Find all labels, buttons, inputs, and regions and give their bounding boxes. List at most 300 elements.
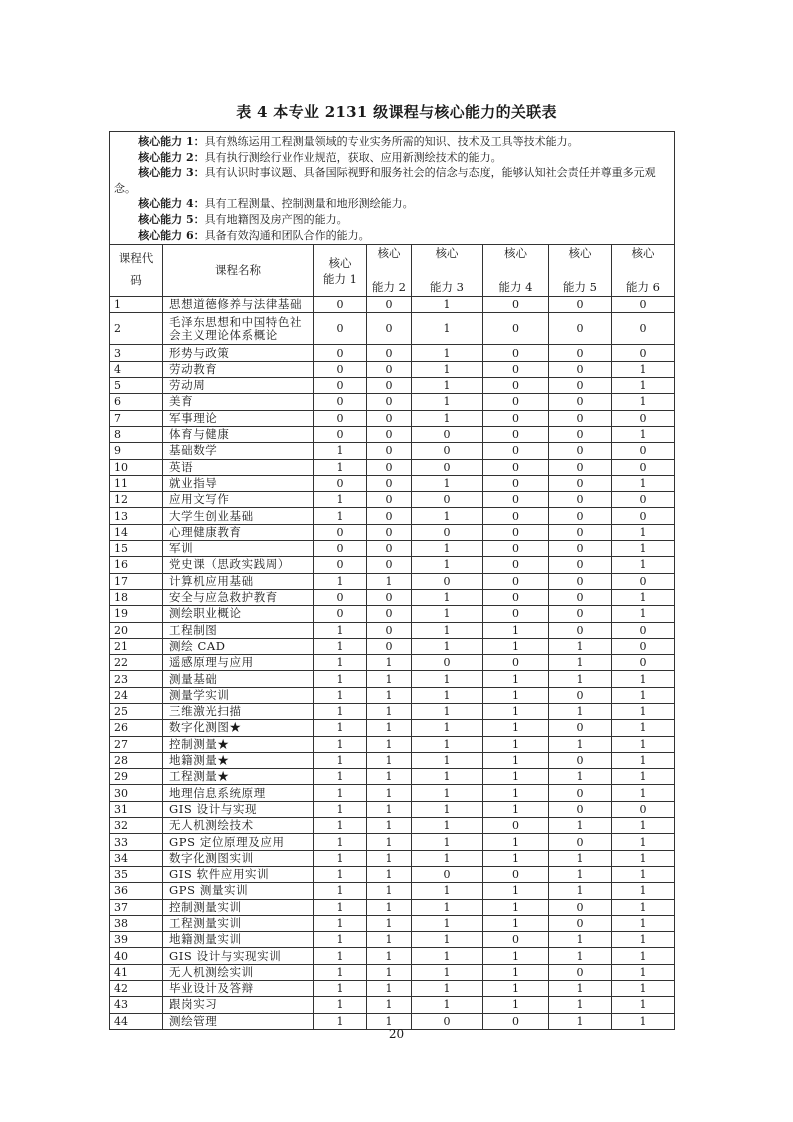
- capability-1-cell: 0: [314, 361, 367, 377]
- capability-3-cell: 1: [412, 378, 483, 394]
- table-row: [110, 883, 675, 899]
- capability-3-cell: 1: [412, 345, 483, 361]
- course-name-cell: 基础数学: [163, 443, 314, 459]
- course-name-cell: GIS 设计与实现实训: [163, 948, 314, 964]
- table-row: [110, 378, 675, 394]
- table-row: [110, 785, 675, 801]
- table-row: [110, 655, 675, 671]
- capability-3-cell: 0: [412, 573, 483, 589]
- header-capability-3: 核心 能力 3: [412, 245, 483, 297]
- capability-1-cell: 0: [314, 606, 367, 622]
- capability-6-cell: 0: [612, 573, 675, 589]
- course-code-cell: 25: [110, 703, 163, 719]
- capability-5-cell: 0: [549, 687, 612, 703]
- capability-3-cell: 1: [412, 736, 483, 752]
- capability-6-cell: 1: [612, 752, 675, 768]
- course-code-cell: 34: [110, 850, 163, 866]
- capability-1-cell: 0: [314, 297, 367, 313]
- capability-2-cell: 1: [367, 932, 412, 948]
- capability-5-cell: 0: [549, 313, 612, 345]
- capability-4-cell: 1: [483, 752, 549, 768]
- capability-3-cell: 0: [412, 1013, 483, 1029]
- course-code-cell: 36: [110, 883, 163, 899]
- course-code-cell: 18: [110, 589, 163, 605]
- capability-6-cell: 0: [612, 622, 675, 638]
- capability-4-cell: 1: [483, 687, 549, 703]
- course-code-cell: 31: [110, 801, 163, 817]
- capability-2-cell: 1: [367, 687, 412, 703]
- capability-1-cell: 1: [314, 687, 367, 703]
- course-name-cell: 无人机测绘技术: [163, 818, 314, 834]
- capability-6-cell: 0: [612, 508, 675, 524]
- capability-1-cell: 1: [314, 622, 367, 638]
- capability-4-cell: 1: [483, 801, 549, 817]
- capability-3-cell: 1: [412, 981, 483, 997]
- course-code-cell: 41: [110, 964, 163, 980]
- capability-2-cell: 0: [367, 410, 412, 426]
- capability-3-cell: 1: [412, 850, 483, 866]
- capability-2-cell: 1: [367, 573, 412, 589]
- table-row: [110, 801, 675, 817]
- capability-5-cell: 0: [549, 378, 612, 394]
- course-code-cell: 37: [110, 899, 163, 915]
- course-name-cell: 美育: [163, 394, 314, 410]
- capability-1-cell: 1: [314, 818, 367, 834]
- capability-5-cell: 1: [549, 818, 612, 834]
- capability-6-cell: 0: [612, 638, 675, 654]
- course-competency-table-container: [109, 131, 674, 1030]
- capability-5-cell: 1: [549, 883, 612, 899]
- capability-3-cell: 1: [412, 769, 483, 785]
- capability-2-cell: 1: [367, 769, 412, 785]
- capability-4-cell: 0: [483, 932, 549, 948]
- capability-2-cell: 1: [367, 899, 412, 915]
- capability-5-cell: 0: [549, 557, 612, 573]
- capability-3-cell: 1: [412, 313, 483, 345]
- capability-5-cell: 1: [549, 850, 612, 866]
- capability-1-cell: 1: [314, 752, 367, 768]
- course-name-cell: GIS 软件应用实训: [163, 866, 314, 882]
- capability-2-cell: 1: [367, 915, 412, 931]
- capability-4-cell: 0: [483, 573, 549, 589]
- capability-6-cell: 1: [612, 818, 675, 834]
- capability-1-cell: 1: [314, 736, 367, 752]
- capability-1-cell: 0: [314, 475, 367, 491]
- capability-6-cell: 1: [612, 524, 675, 540]
- capability-4-cell: 1: [483, 981, 549, 997]
- capability-3-cell: 1: [412, 703, 483, 719]
- capability-5-cell: 1: [549, 866, 612, 882]
- capability-2-cell: 0: [367, 443, 412, 459]
- capability-3-cell: 1: [412, 834, 483, 850]
- capability-5-cell: 1: [549, 703, 612, 719]
- competency-2: 核心能力 2：具有执行测绘行业作业规范，获取、应用新测绘技术的能力。: [138, 150, 502, 164]
- table-row: [110, 964, 675, 980]
- capability-1-cell: 1: [314, 769, 367, 785]
- course-code-cell: 43: [110, 997, 163, 1013]
- table-row: [110, 997, 675, 1013]
- table-row: [110, 622, 675, 638]
- course-name-cell: 控制测量★: [163, 736, 314, 752]
- capability-2-cell: 0: [367, 589, 412, 605]
- capability-2-cell: 1: [367, 1013, 412, 1029]
- capability-4-cell: 0: [483, 524, 549, 540]
- course-code-cell: 4: [110, 361, 163, 377]
- capability-4-cell: 0: [483, 297, 549, 313]
- capability-1-cell: 1: [314, 1013, 367, 1029]
- course-code-cell: 13: [110, 508, 163, 524]
- course-competency-table: [109, 131, 675, 1030]
- capability-1-cell: 1: [314, 443, 367, 459]
- capability-2-cell: 1: [367, 671, 412, 687]
- table-row: [110, 443, 675, 459]
- capability-6-cell: 1: [612, 866, 675, 882]
- capability-1-cell: 1: [314, 883, 367, 899]
- course-name-cell: GPS 测量实训: [163, 883, 314, 899]
- page-number: 20: [388, 1027, 405, 1041]
- capability-3-cell: 1: [412, 622, 483, 638]
- capability-6-cell: 1: [612, 883, 675, 899]
- course-code-cell: 21: [110, 638, 163, 654]
- capability-3-cell: 0: [412, 524, 483, 540]
- capability-1-cell: 0: [314, 410, 367, 426]
- course-code-cell: 19: [110, 606, 163, 622]
- capability-3-cell: 1: [412, 394, 483, 410]
- header-course-name: 课程名称: [163, 245, 314, 297]
- table-row: [110, 752, 675, 768]
- course-name-cell: 测量基础: [163, 671, 314, 687]
- capability-3-cell: 1: [412, 899, 483, 915]
- course-name-cell: GPS 定位原理及应用: [163, 834, 314, 850]
- course-code-cell: 5: [110, 378, 163, 394]
- table-row: [110, 703, 675, 719]
- course-code-cell: 29: [110, 769, 163, 785]
- capability-1-cell: 1: [314, 801, 367, 817]
- table-row: [110, 426, 675, 442]
- capability-1-cell: 1: [314, 948, 367, 964]
- header-capability-5: 核心 能力 5: [549, 245, 612, 297]
- header-capability-1: 核心 能力 1: [314, 245, 367, 297]
- table-row: [110, 459, 675, 475]
- capability-5-cell: 0: [549, 785, 612, 801]
- capability-5-cell: 1: [549, 997, 612, 1013]
- capability-3-cell: 1: [412, 541, 483, 557]
- capability-2-cell: 1: [367, 964, 412, 980]
- capability-3-cell: 0: [412, 443, 483, 459]
- capability-1-cell: 1: [314, 671, 367, 687]
- table-row: [110, 573, 675, 589]
- capability-3-cell: 1: [412, 589, 483, 605]
- capability-2-cell: 0: [367, 313, 412, 345]
- capability-2-cell: 0: [367, 508, 412, 524]
- course-code-cell: 9: [110, 443, 163, 459]
- capability-4-cell: 1: [483, 997, 549, 1013]
- capability-1-cell: 1: [314, 655, 367, 671]
- table-row: [110, 345, 675, 361]
- table-row: [110, 313, 675, 345]
- course-name-cell: 劳动教育: [163, 361, 314, 377]
- course-name-cell: 英语: [163, 459, 314, 475]
- table-row: [110, 932, 675, 948]
- capability-6-cell: 1: [612, 769, 675, 785]
- course-name-cell: GIS 设计与实现: [163, 801, 314, 817]
- capability-1-cell: 1: [314, 508, 367, 524]
- course-code-cell: 10: [110, 459, 163, 475]
- course-code-cell: 7: [110, 410, 163, 426]
- table-row: [110, 866, 675, 882]
- table-row: [110, 850, 675, 866]
- capability-6-cell: 1: [612, 589, 675, 605]
- capability-2-cell: 1: [367, 981, 412, 997]
- capability-6-cell: 1: [612, 785, 675, 801]
- table-row: [110, 297, 675, 313]
- capability-3-cell: 1: [412, 557, 483, 573]
- capability-3-cell: 1: [412, 785, 483, 801]
- capability-4-cell: 0: [483, 459, 549, 475]
- capability-2-cell: 1: [367, 850, 412, 866]
- capability-3-cell: 1: [412, 818, 483, 834]
- capability-5-cell: 0: [549, 410, 612, 426]
- capability-2-cell: 0: [367, 475, 412, 491]
- capability-4-cell: 1: [483, 850, 549, 866]
- table-row: [110, 638, 675, 654]
- course-name-cell: 地理信息系统原理: [163, 785, 314, 801]
- course-name-cell: 就业指导: [163, 475, 314, 491]
- capability-3-cell: 1: [412, 964, 483, 980]
- capability-2-cell: 1: [367, 736, 412, 752]
- capability-4-cell: 1: [483, 899, 549, 915]
- course-name-cell: 地籍测量实训: [163, 932, 314, 948]
- capability-4-cell: 1: [483, 720, 549, 736]
- course-code-cell: 6: [110, 394, 163, 410]
- capability-6-cell: 0: [612, 443, 675, 459]
- capability-5-cell: 0: [549, 589, 612, 605]
- course-name-cell: 工程测量★: [163, 769, 314, 785]
- capability-4-cell: 1: [483, 883, 549, 899]
- capability-6-cell: 1: [612, 850, 675, 866]
- capability-6-cell: 1: [612, 687, 675, 703]
- header-capability-6: 核心 能力 6: [612, 245, 675, 297]
- capability-3-cell: 0: [412, 492, 483, 508]
- capability-5-cell: 0: [549, 426, 612, 442]
- course-code-cell: 2: [110, 313, 163, 345]
- capability-2-cell: 0: [367, 638, 412, 654]
- capability-4-cell: 0: [483, 818, 549, 834]
- capability-5-cell: 0: [549, 361, 612, 377]
- table-row: [110, 524, 675, 540]
- capability-3-cell: 1: [412, 297, 483, 313]
- capability-3-cell: 1: [412, 361, 483, 377]
- table-row: [110, 557, 675, 573]
- course-code-cell: 30: [110, 785, 163, 801]
- capability-3-cell: 0: [412, 866, 483, 882]
- capability-5-cell: 0: [549, 622, 612, 638]
- capability-4-cell: 0: [483, 394, 549, 410]
- capability-5-cell: 0: [549, 915, 612, 931]
- course-code-cell: 44: [110, 1013, 163, 1029]
- table-row: [110, 671, 675, 687]
- capability-6-cell: 1: [612, 606, 675, 622]
- course-name-cell: 思想道德修养与法律基础: [163, 297, 314, 313]
- capability-5-cell: 0: [549, 297, 612, 313]
- capability-6-cell: 1: [612, 736, 675, 752]
- capability-3-cell: 1: [412, 606, 483, 622]
- course-code-cell: 16: [110, 557, 163, 573]
- competency-6: 核心能力 6：具备有效沟通和团队合作的能力。: [138, 228, 370, 242]
- capability-4-cell: 1: [483, 736, 549, 752]
- capability-5-cell: 1: [549, 671, 612, 687]
- capability-5-cell: 1: [549, 1013, 612, 1029]
- course-name-cell: 毕业设计及答辩: [163, 981, 314, 997]
- capability-5-cell: 0: [549, 606, 612, 622]
- capability-3-cell: 1: [412, 997, 483, 1013]
- capability-5-cell: 1: [549, 655, 612, 671]
- capability-3-cell: 1: [412, 932, 483, 948]
- course-name-cell: 数字化测图实训: [163, 850, 314, 866]
- course-code-cell: 42: [110, 981, 163, 997]
- capability-3-cell: 1: [412, 671, 483, 687]
- capability-6-cell: 0: [612, 313, 675, 345]
- capability-5-cell: 0: [549, 394, 612, 410]
- table-row: [110, 410, 675, 426]
- capability-2-cell: 1: [367, 948, 412, 964]
- capability-5-cell: 1: [549, 736, 612, 752]
- capability-5-cell: 0: [549, 720, 612, 736]
- course-name-cell: 测量学实训: [163, 687, 314, 703]
- capability-1-cell: 1: [314, 834, 367, 850]
- capability-3-cell: 1: [412, 883, 483, 899]
- capability-4-cell: 1: [483, 671, 549, 687]
- capability-2-cell: 0: [367, 541, 412, 557]
- course-name-cell: 心理健康教育: [163, 524, 314, 540]
- capability-2-cell: 0: [367, 345, 412, 361]
- table-row: [110, 589, 675, 605]
- capability-6-cell: 1: [612, 964, 675, 980]
- capability-2-cell: 0: [367, 394, 412, 410]
- capability-5-cell: 0: [549, 801, 612, 817]
- competency-descriptions: [110, 132, 675, 245]
- capability-2-cell: 1: [367, 720, 412, 736]
- capability-6-cell: 1: [612, 703, 675, 719]
- header-capability-2: 核心 能力 2: [367, 245, 412, 297]
- capability-4-cell: 0: [483, 345, 549, 361]
- capability-5-cell: 1: [549, 948, 612, 964]
- table-row: [110, 769, 675, 785]
- capability-4-cell: 0: [483, 410, 549, 426]
- course-name-cell: 应用文写作: [163, 492, 314, 508]
- capability-4-cell: 0: [483, 475, 549, 491]
- capability-2-cell: 0: [367, 557, 412, 573]
- capability-6-cell: 1: [612, 1013, 675, 1029]
- capability-4-cell: 0: [483, 313, 549, 345]
- competency-1: 核心能力 1：具有熟练运用工程测量领域的专业实务所需的知识、技术及工具等技术能力。: [138, 135, 579, 148]
- capability-6-cell: 1: [612, 671, 675, 687]
- table-row: [110, 834, 675, 850]
- course-code-cell: 40: [110, 948, 163, 964]
- table-header-row: [110, 245, 675, 297]
- capability-5-cell: 0: [549, 459, 612, 475]
- capability-4-cell: 0: [483, 589, 549, 605]
- capability-1-cell: 1: [314, 915, 367, 931]
- course-name-cell: 工程测量实训: [163, 915, 314, 931]
- course-code-cell: 3: [110, 345, 163, 361]
- capability-6-cell: 1: [612, 834, 675, 850]
- course-code-cell: 32: [110, 818, 163, 834]
- capability-5-cell: 0: [549, 508, 612, 524]
- table-row: [110, 541, 675, 557]
- capability-4-cell: 1: [483, 948, 549, 964]
- capability-2-cell: 0: [367, 297, 412, 313]
- table-row: [110, 475, 675, 491]
- capability-6-cell: 0: [612, 801, 675, 817]
- capability-1-cell: 1: [314, 932, 367, 948]
- capability-3-cell: 1: [412, 948, 483, 964]
- course-name-cell: 军训: [163, 541, 314, 557]
- table-row: [110, 687, 675, 703]
- capability-1-cell: 0: [314, 345, 367, 361]
- capability-6-cell: 1: [612, 948, 675, 964]
- capability-1-cell: 0: [314, 426, 367, 442]
- course-name-cell: 数字化测图★: [163, 720, 314, 736]
- capability-5-cell: 1: [549, 638, 612, 654]
- capability-4-cell: 0: [483, 426, 549, 442]
- capability-4-cell: 0: [483, 541, 549, 557]
- capability-1-cell: 0: [314, 394, 367, 410]
- capability-1-cell: 1: [314, 492, 367, 508]
- capability-2-cell: 1: [367, 752, 412, 768]
- capability-6-cell: 1: [612, 394, 675, 410]
- capability-4-cell: 1: [483, 622, 549, 638]
- capability-4-cell: 0: [483, 508, 549, 524]
- capability-4-cell: 1: [483, 785, 549, 801]
- capability-2-cell: 1: [367, 801, 412, 817]
- course-name-cell: 毛泽东思想和中国特色社会主义理论体系概论: [163, 313, 314, 345]
- capability-5-cell: 0: [549, 541, 612, 557]
- capability-4-cell: 1: [483, 964, 549, 980]
- capability-3-cell: 1: [412, 720, 483, 736]
- capability-6-cell: 1: [612, 475, 675, 491]
- capability-4-cell: 0: [483, 443, 549, 459]
- table-row: [110, 981, 675, 997]
- course-name-cell: 无人机测绘实训: [163, 964, 314, 980]
- capability-6-cell: 1: [612, 378, 675, 394]
- competency-5: 核心能力 5：具有地籍图及房产图的能力。: [138, 212, 348, 226]
- competency-3: 核心能力 3：具有认识时事议题、具备国际视野和服务社会的信念与态度，能够认知社会责任并尊重多元观念。: [114, 166, 656, 195]
- course-name-cell: 三维激光扫描: [163, 703, 314, 719]
- table-row: [110, 361, 675, 377]
- capability-1-cell: 1: [314, 638, 367, 654]
- course-code-cell: 1: [110, 297, 163, 313]
- capability-4-cell: 0: [483, 492, 549, 508]
- capability-2-cell: 1: [367, 655, 412, 671]
- capability-6-cell: 1: [612, 426, 675, 442]
- capability-1-cell: 1: [314, 981, 367, 997]
- table-row: [110, 508, 675, 524]
- capability-5-cell: 0: [549, 524, 612, 540]
- capability-4-cell: 1: [483, 915, 549, 931]
- course-code-cell: 20: [110, 622, 163, 638]
- course-name-cell: 大学生创业基础: [163, 508, 314, 524]
- course-name-cell: 安全与应急救护教育: [163, 589, 314, 605]
- capability-4-cell: 1: [483, 703, 549, 719]
- capability-5-cell: 0: [549, 899, 612, 915]
- capability-1-cell: 1: [314, 720, 367, 736]
- capability-2-cell: 1: [367, 883, 412, 899]
- capability-1-cell: 1: [314, 785, 367, 801]
- capability-5-cell: 0: [549, 752, 612, 768]
- course-name-cell: 测绘管理: [163, 1013, 314, 1029]
- capability-1-cell: 0: [314, 313, 367, 345]
